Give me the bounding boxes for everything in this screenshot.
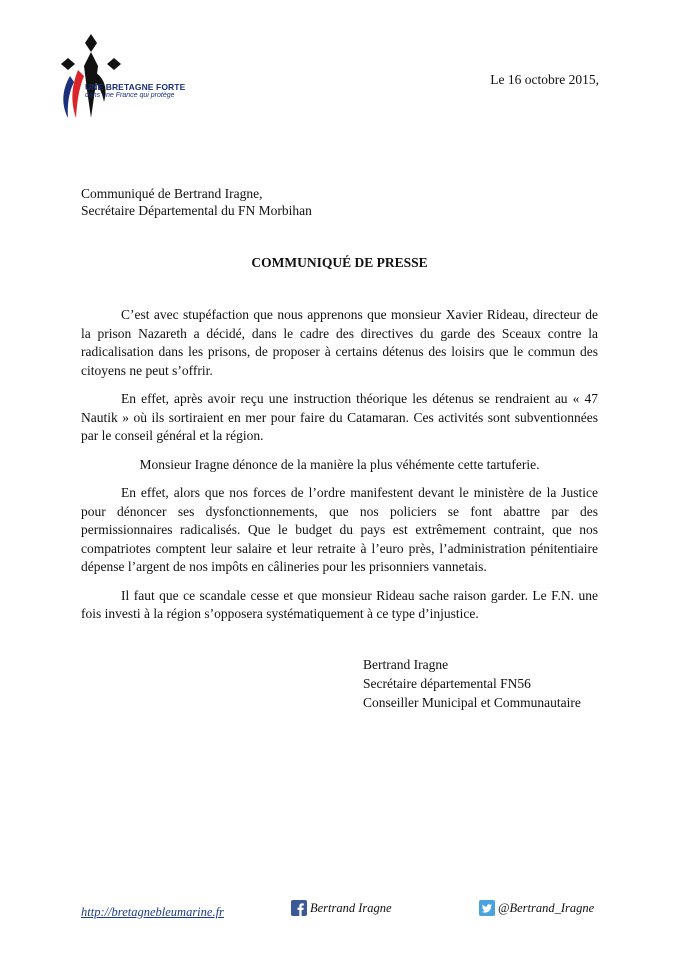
paragraph-5: Il faut que ce scandale cesse et que monsieur Rideau sache raison garder. Le F.N. une fois investi à la région s’opposera systématiquement à ce type d’injustice.: [81, 587, 598, 621]
paragraph-1: C’est avec stupéfaction que nous apprenons que monsieur Xavier Rideau, directeur de la prison Nazareth a décidé, dans le cadre des directives du garde des Sceaux contre la radicalisation dans les prisons, de proposer à certains détenus des loisirs que le commun des citoyens ne peut s’offrir.: [81, 307, 598, 378]
sender-block: [81, 185, 312, 219]
paragraph-2: En effet, après avoir reçu une instruction théorique les détenus se rendraient au « 47 Nautik » où ils sortiraient en mer pour faire du Catamaran. Ces activités sont subventionnées par le conseil général et la région.: [81, 391, 598, 443]
document-title: COMMUNIQUÉ DE PRESSE: [251, 255, 428, 270]
twitter-handle: @Bertrand_Iragne: [498, 900, 595, 915]
logo-brand: UNE BRETAGNE FORTE: [85, 82, 186, 92]
bretagne-forte-logo: [48, 30, 158, 120]
signature-name: Bertrand Iragne: [363, 657, 449, 672]
website-link[interactable]: http://bretagnebleumarine.fr: [81, 905, 224, 919]
facebook-name: Bertrand Iragne: [310, 900, 392, 915]
signature-block: [363, 655, 581, 712]
signature-role-1: Secrétaire départemental FN56: [363, 676, 531, 691]
document-date: Le 16 octobre 2015,: [490, 72, 599, 87]
paragraph-4: En effet, alors que nos forces de l’ordre manifestent devant le ministère de la Justice pour dénoncer ses dysfonctionnements, que nos policiers se font abattre par des permissionnaires radicalisés. Que le budget du pays est extrêmement contraint, que nos compatriotes comptent leur salaire et leur retraite à l’euro près, l’administration pénitentiaire dépense l’argent de nos impôts en câlineries pour les prisonniers vannetais.: [81, 485, 598, 574]
facebook-icon: [291, 900, 307, 916]
facebook-contact[interactable]: [291, 900, 392, 916]
sender-line-1: Communiqué de Bertrand Iragne,: [81, 186, 263, 201]
signature-role-2: Conseiller Municipal et Communautaire: [363, 695, 581, 710]
sender-line-2: Secrétaire Départemental du FN Morbihan: [81, 203, 312, 218]
paragraph-3: Monsieur Iragne dénonce de la manière la plus véhémente cette tartuferie.: [139, 456, 540, 472]
twitter-contact[interactable]: [479, 900, 594, 916]
twitter-icon: [479, 900, 495, 916]
document-body: [81, 306, 598, 634]
logo-tagline: dans une France qui protège: [85, 92, 175, 99]
